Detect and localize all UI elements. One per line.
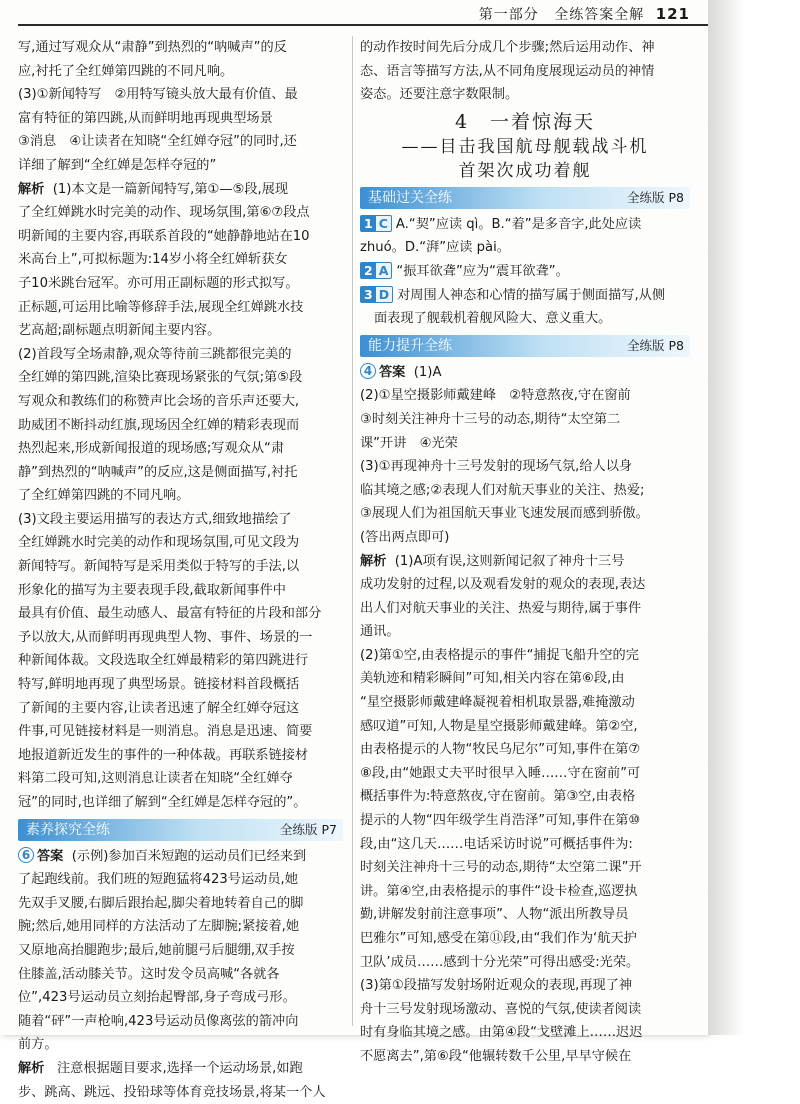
text-line: 应,衬托了全红婵第四跳的不同凡响。 (18, 63, 234, 79)
text-line: 讲。第④空,由表格提示的事件“设卡检查,巡逻执 (360, 883, 638, 899)
answer-badge (360, 215, 392, 232)
text-line: 住膝盖,活动膝关节。这时发令员高喊“各就各 (18, 966, 280, 982)
text-line: 位”,423号运动员立刻抬起臀部,身子弯成弓形。 (18, 990, 296, 1006)
analysis-label: 解析 (18, 181, 45, 197)
text-line: (2)首段写全场肃静,观众等待前三跳都很完美的 (18, 346, 292, 362)
section-subtitle: 全练答案全解 (554, 7, 645, 23)
text-line: 全红婵的第四跳,渲染比赛现场紧张的气氛;第⑤段 (18, 370, 303, 386)
text-line: 态、语言等描写方法,从不同角度展现运动员的神情 (360, 63, 655, 79)
text-line: 冠”的同时,也详细了解到“全红婵是怎样夺冠的”。 (18, 795, 307, 810)
text-line: (3)①再现神舟十三号发射的现场气氛,给人以身 (360, 459, 633, 475)
text-line: 写观众和教练们的称赞声比会场的音乐声还要大, (18, 393, 300, 409)
page-number: 121 (655, 5, 690, 23)
text-line: 写,通过写观众从“肃静”到热烈的“呐喊声”的反 (18, 40, 287, 55)
text-line: 巴雅尔”可知,感受在第⑪段,由“我们作为‘航天护 (360, 931, 637, 946)
text-line: 艺高超;副标题点明新闻主要内容。 (18, 323, 221, 339)
text-line: 件事,可见链接材料是一则消息。消息是迅速、简要 (18, 724, 313, 740)
text-line: 姿态。还要注意字数限制。 (360, 87, 519, 103)
text-line: 概括事件为:特意熬夜,守在窗前。第③空,由表格 (360, 789, 636, 805)
banner-tag: 全练版 P7 (280, 821, 337, 837)
lesson-subtitle: ——目击我国航母舰载战斗机 (401, 136, 649, 157)
section-banner-ability (360, 335, 690, 357)
text-line: 正标题,可运用比喻等修辞手法,展现全红婵跳水技 (18, 299, 304, 315)
page-header (479, 4, 690, 24)
text-line: 提示的人物“四年级学生肖浩泽”可知,事件在第⑩ (360, 813, 641, 829)
text-line: (3)文段主要运用描写的表达方式,细致地描绘了 (18, 511, 292, 527)
analysis-label: 解析 (360, 553, 387, 569)
banner-tag: 全练版 P8 (627, 337, 684, 353)
text-line: 出人们对航天事业的关注、热爱与期待,属于事件 (360, 600, 642, 616)
q4-answer (360, 384, 690, 549)
right-column (360, 36, 690, 1069)
text-line: 感叹道”可知,人物是星空摄影师戴建峰。第②空, (360, 718, 638, 734)
answer-choice: C (378, 215, 388, 231)
section-banner-basic (360, 187, 690, 209)
text-line: 随着“砰”一声枪响,423号运动员像离弦的箭冲向 (18, 1013, 299, 1029)
text-line: 予以放大,从而鲜明再现典型人物、事件、场景的一 (18, 629, 313, 645)
lesson-title: 4 一着惊海天 (454, 110, 596, 133)
text-line: 特写,鲜明地再现了典型场景。链接材料首段概括 (18, 677, 300, 693)
text-line: 卫队’成员……感到十分光荣”可得出感受:光荣。 (360, 954, 640, 970)
text-line: 面表现了舰载机着舰风险大、意义重大。 (374, 311, 612, 327)
header-rule (18, 24, 708, 26)
text-line: 的动作按时间先后分成几个步骤;然后运用动作、神 (360, 40, 655, 55)
lesson-subtitle-2: 首架次成功着舰 (458, 160, 592, 181)
question-number: 2 (361, 263, 376, 278)
text-line: 了全红婵第四跳的不同凡响。 (18, 488, 190, 504)
text-line: 时有身临其境之感。由第④段“戈壁滩上……迟迟 (360, 1025, 643, 1041)
text-line: (2)第①空,由表格提示的事件“捕捉飞船升空的完 (360, 647, 639, 663)
text-line: 最具有价值、最生动感人、最富有特征的片段和部分 (18, 606, 322, 622)
answer-choice: D (378, 286, 390, 302)
text-line: 明新闻的主要内容,再联系首段的“她静静地站在10 (18, 228, 310, 244)
question-number: 3 (361, 287, 376, 302)
text-line: 勤,讲解发射前注意事项”、人物“派出所教导员 (360, 907, 629, 923)
answer-badge (360, 262, 392, 279)
text-line: zhuó。D.“湃”应读 pài。 (360, 240, 510, 256)
text-line: 种新闻体裁。文段选取全红婵最精彩的第四跳进行 (18, 653, 309, 669)
text-line: 通讯。 (360, 624, 400, 640)
text-line: 了起跑线前。我们班的短跑猛将423号运动员,她 (18, 872, 298, 888)
text-line: 子10米跳台冠军。亦可用正副标题的形式拟写。 (18, 275, 299, 291)
text-line: ③展现人们为祖国航天事业飞速发展而感到骄傲。 (360, 506, 649, 522)
question-number: 6 (18, 847, 34, 863)
text-line: 腕;然后,她用同样的方法活动了左脚腕;紧接着,她 (18, 919, 300, 935)
answer-label: 答案 (37, 848, 64, 864)
text-line: 舟十三号发射现场激动、喜悦的气氛,使读者阅读 (360, 1001, 642, 1017)
text-line: (答出两点即可) (360, 529, 450, 545)
question-number: 1 (361, 216, 376, 231)
text-line: “星空摄影师戴建峰凝视着相机取景器,难掩激动 (360, 695, 635, 711)
text-line: 步、跳高、跳远、投铅球等体育竞技场景,将某一个人 (18, 1084, 326, 1100)
column-divider (352, 36, 353, 1026)
text-line: 助威团不断抖动红旗,现场因全红婵的精彩表现而 (18, 417, 300, 433)
text-line: 不愿离去”,第⑥段“他辗转数千公里,早早守候在 (360, 1048, 632, 1064)
text-line: ③时刻关注神舟十三号的动态,期待“太空第二 (360, 411, 621, 427)
text-line: ③消息 ④让读者在知晓“全红婵夺冠”的同时,还 (18, 134, 297, 150)
text-line: (示例)参加百米短跑的运动员们已经来到 (71, 848, 307, 864)
text-line: ⑧段,由“她跟丈夫平时很早入睡……守在窗前”可 (360, 765, 641, 781)
analysis-text (360, 573, 690, 1068)
banner-label: 能力提升全练 (368, 337, 452, 354)
text-line: 热烈起来,形成新闻报道的现场感;写观众从“肃 (18, 441, 285, 457)
question-number: 4 (360, 363, 376, 379)
answer-choice: A (378, 262, 389, 278)
text-line: 新闻特写。新闻特写是采用类似于特写的手法,以 (18, 559, 300, 575)
left-column (18, 36, 343, 1104)
analysis-label: 解析 (18, 1060, 45, 1076)
text-line: 富有特征的第四跳,从而鲜明地再现典型场景 (18, 110, 273, 126)
answer-continuation (18, 36, 343, 178)
section-banner-literacy (18, 819, 343, 841)
text-line: A.“契”应读 qì。B.“着”是多音字,此处应读 (395, 216, 642, 232)
answer-continuation (360, 36, 690, 107)
text-line: 地报道新近发生的事件的一种体裁。再联系链接材 (18, 747, 309, 763)
answer-badge (360, 286, 393, 303)
text-line: 形象化的描写为主要表现手段,截取新闻事件中 (18, 582, 286, 598)
text-line: 对周围人神态和心情的描写属于侧面描写,从侧 (397, 287, 666, 303)
section-label: 第一部分 (478, 7, 539, 23)
text-line: 米高台上”,可拟标题为:14岁小将全红婵斩获女 (18, 252, 288, 268)
text-line: (1)本文是一篇新闻特写,第①—⑤段,展现 (52, 181, 289, 197)
page-edge (708, 0, 800, 1035)
text-line: 详细了解到“全红婵是怎样夺冠的” (18, 157, 217, 173)
q6-answer (18, 868, 343, 1057)
text-line: 先双手叉腰,右脚后跟抬起,脚尖着地转着自己的脚 (18, 895, 304, 911)
text-line: 料第二段可知,这则消息让读者在知晓“全红婵夺 (18, 771, 293, 787)
text-line: (3)①新闻特写 ②用特写镜头放大最有价值、最 (18, 87, 298, 103)
text-line: 了新闻的主要内容,让读者迅速了解全红婵夺冠这 (18, 700, 300, 716)
text-line: 静”到热烈的“呐喊声”的反应,这是侧面描写,衬托 (18, 464, 298, 480)
text-line: (1)A项有误,这则新闻记叙了神舟十三号 (394, 553, 625, 569)
text-line: (1)A (413, 364, 442, 380)
analysis-text (18, 201, 343, 814)
banner-label: 基础过关全练 (368, 189, 452, 206)
text-line: (3)第①段描写发射场附近观众的表现,再现了神 (360, 978, 633, 994)
text-line: 美轨迹和精彩瞬间”可知,相关内容在第⑥段,由 (360, 671, 625, 687)
text-line: 课”开讲 ④光荣 (360, 435, 458, 451)
text-line: 又原地高抬腿跑步;最后,她前腿弓后腿绷,双手按 (18, 942, 295, 958)
text-line: (2)①星空摄影师戴建峰 ②特意熬夜,守在窗前 (360, 388, 631, 404)
text-line: 全红婵跳水时完美的动作和现场氛围,可见文段为 (18, 535, 300, 551)
banner-label: 素养探究全练 (26, 821, 110, 838)
text-line: 了全红婵跳水时完美的动作、现场氛围,第⑥⑦段点 (18, 205, 310, 221)
text-line: 段,由“这几天……电话采访时说”可概括事件为: (360, 836, 633, 852)
banner-tag: 全练版 P8 (627, 189, 684, 205)
answer-label: 答案 (379, 364, 406, 380)
text-line: 临其境之感;②表现人们对航天事业的关注、热爱; (360, 482, 645, 498)
text-line: 时刻关注神舟十三号的动态,期待“太空第二课”开 (360, 860, 642, 876)
text-line: 注意根据题目要求,选择一个运动场景,如跑 (56, 1060, 303, 1076)
text-line: 前方。 (18, 1037, 58, 1053)
text-line: 由表格提示的人物“牧民乌尼尔”可知,事件在第⑦ (360, 742, 641, 758)
text-line: “振耳欲聋”应为“震耳欲聋”。 (396, 263, 569, 279)
text-line: 成功发射的过程,以及观看发射的观众的表现,表达 (360, 577, 646, 593)
